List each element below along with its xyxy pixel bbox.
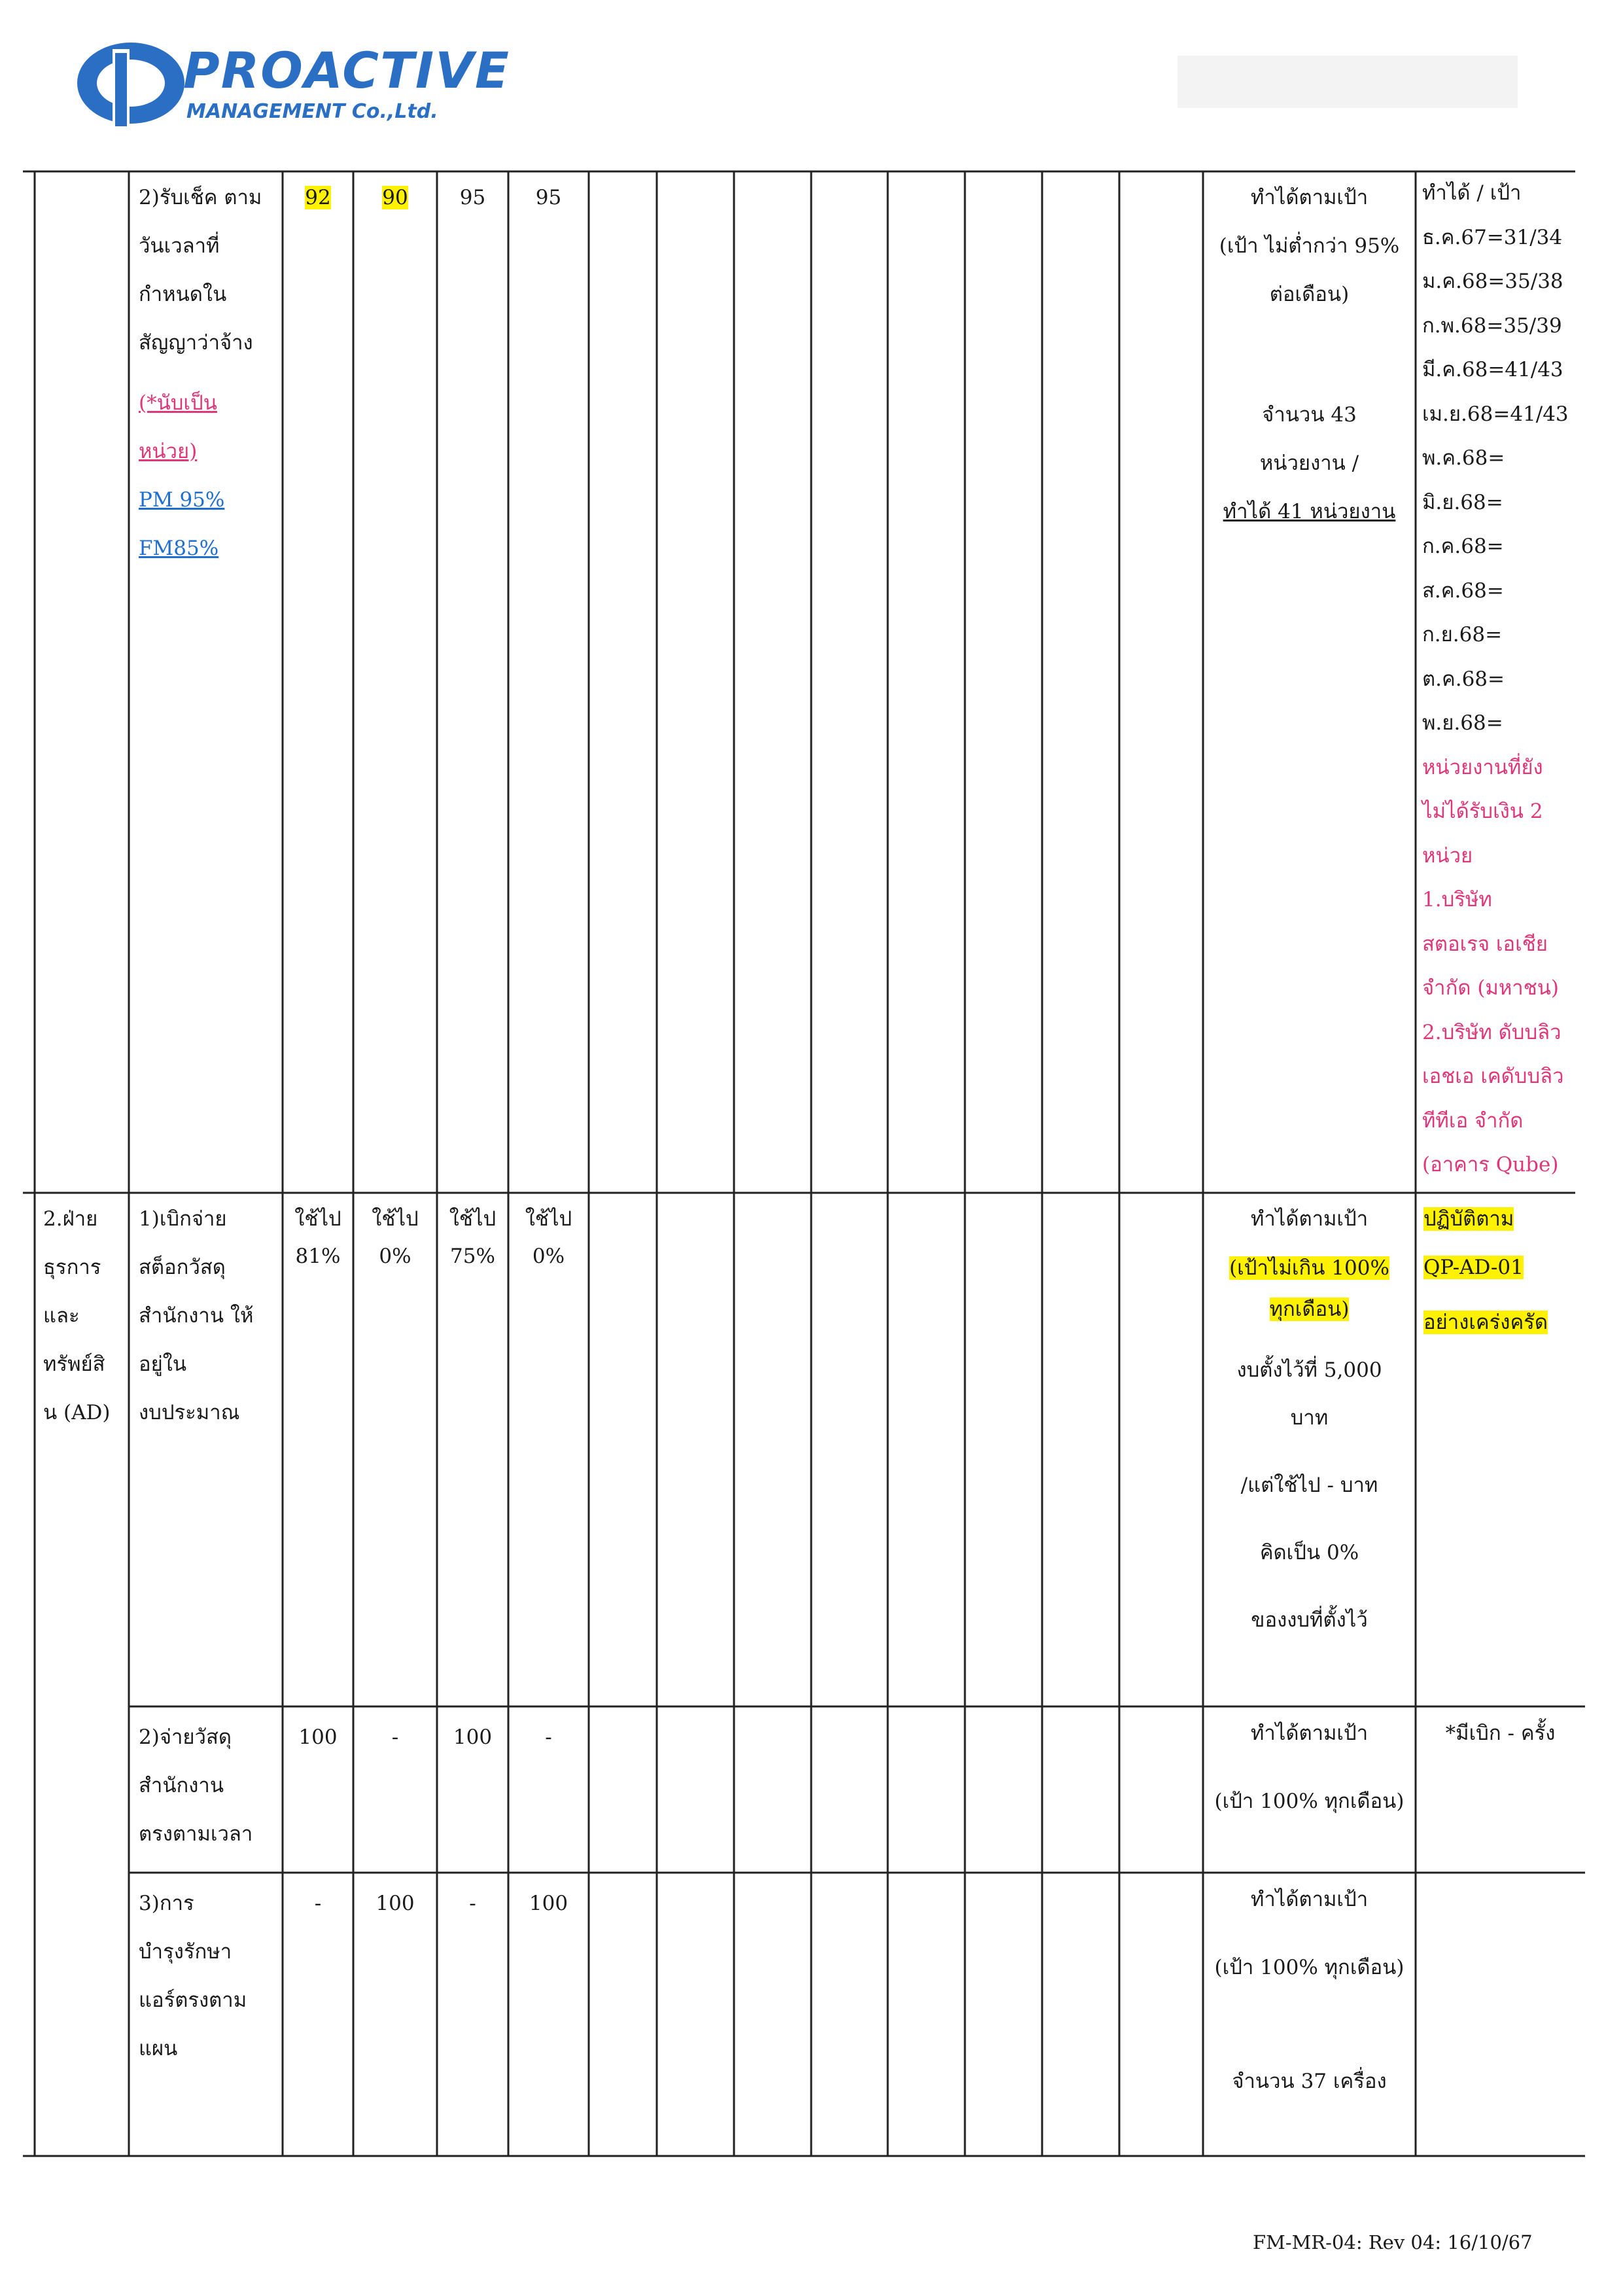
value-supply-3: 100	[453, 1725, 493, 1749]
value-aircon-2: 100	[375, 1892, 415, 1915]
value-stock-2: ใช้ไป 0%	[372, 1207, 419, 1268]
task-stock: 1)เบิกจ่าย สต็อกวัสดุ สำนักงาน ให้ อยู่ใน งบประมาณ	[139, 1207, 254, 1424]
value-supply-2: -	[391, 1725, 399, 1749]
logo-name: PROACTIVE	[183, 41, 510, 99]
value-cheque-4: 95	[535, 186, 562, 209]
result-stock: ทำได้ตามเป้า (เป้าไม่เกิน 100% ทุกเดือน) งบตั้งไว้ที่ 5,000 บาท /แต่ใช้ไป - บาท คิดเป็น 0% ของงบที่ตั้งไว้	[1229, 1207, 1389, 1632]
result-cheque: ทำได้ตามเป้า (เป้า ไม่ต่ำกว่า 95% ต่อเดือน) จำนวน 43 หน่วยงาน / ทำได้ 41 หน่วยงาน	[1219, 186, 1400, 523]
remark-cheque: ทำได้ / เป้า ธ.ค.67=31/34 ม.ค.68=35/38 ก.พ.68=35/39 มี.ค.68=41/43 เม.ย.68=41/43 พ.ค.68= มิ.ย.68= ก.ค.68= ส.ค.68= ก.ย.68= ต.ค.68= พ.ย.68= หน่วยงานที่ยัง ไม่ได้รับเงิน 2 หน่วย 1.บริษัท สตอเรจ เอเชีย จำกัด (มหาชน) 2.บริษัท ดับบลิว เอชเอ เคดับบลิว ทีทีเอ จำกัด (อาคาร Qube)	[1422, 181, 1569, 1176]
department-ad: 2.ฝ่าย ธุรการ และ ทรัพย์สิ น (AD)	[43, 1207, 111, 1424]
task-aircon: 3)การ บำรุงรักษา แอร์ตรงตาม แผน	[139, 1892, 247, 2060]
result-aircon: ทำได้ตามเป้า (เป้า 100% ทุกเดือน) จำนวน 37 เครื่อง	[1214, 1888, 1405, 2093]
value-supply-4: -	[545, 1725, 552, 1749]
value-aircon-4: 100	[529, 1892, 568, 1915]
value-stock-4: ใช้ไป 0%	[525, 1207, 572, 1268]
result-supply: ทำได้ตามเป้า (เป้า 100% ทุกเดือน)	[1214, 1722, 1405, 1813]
task-cheque: 2)รับเช็ค ตาม วันเวลาที่ กำหนดใน สัญญาว่าจ้าง (*นับเป็น หน่วย) PM 95% FM85%	[139, 186, 262, 560]
document-code: FM-MR-04: Rev 04: 16/10/67	[1253, 2231, 1533, 2253]
value-cheque-2: 90	[382, 186, 408, 209]
remark-supply: *มีเบิก - ครั้ง	[1445, 1722, 1556, 1745]
value-cheque-3: 95	[459, 186, 486, 209]
value-stock-1: ใช้ไป 81%	[294, 1207, 341, 1268]
value-aircon-3: -	[469, 1892, 476, 1915]
logo-subtitle: MANAGEMENT Co.,Ltd.	[186, 100, 438, 123]
value-cheque-1: 92	[305, 186, 331, 209]
value-stock-3: ใช้ไป 75%	[449, 1207, 497, 1268]
task-supply: 2)จ่ายวัสดุ สำนักงาน ตรงตามเวลา	[139, 1725, 253, 1846]
value-supply-1: 100	[298, 1725, 338, 1749]
remark-stock: ปฏิบัติตาม QP-AD-01 อย่างเคร่งครัด	[1423, 1207, 1548, 1334]
value-aircon-1: -	[314, 1892, 322, 1915]
